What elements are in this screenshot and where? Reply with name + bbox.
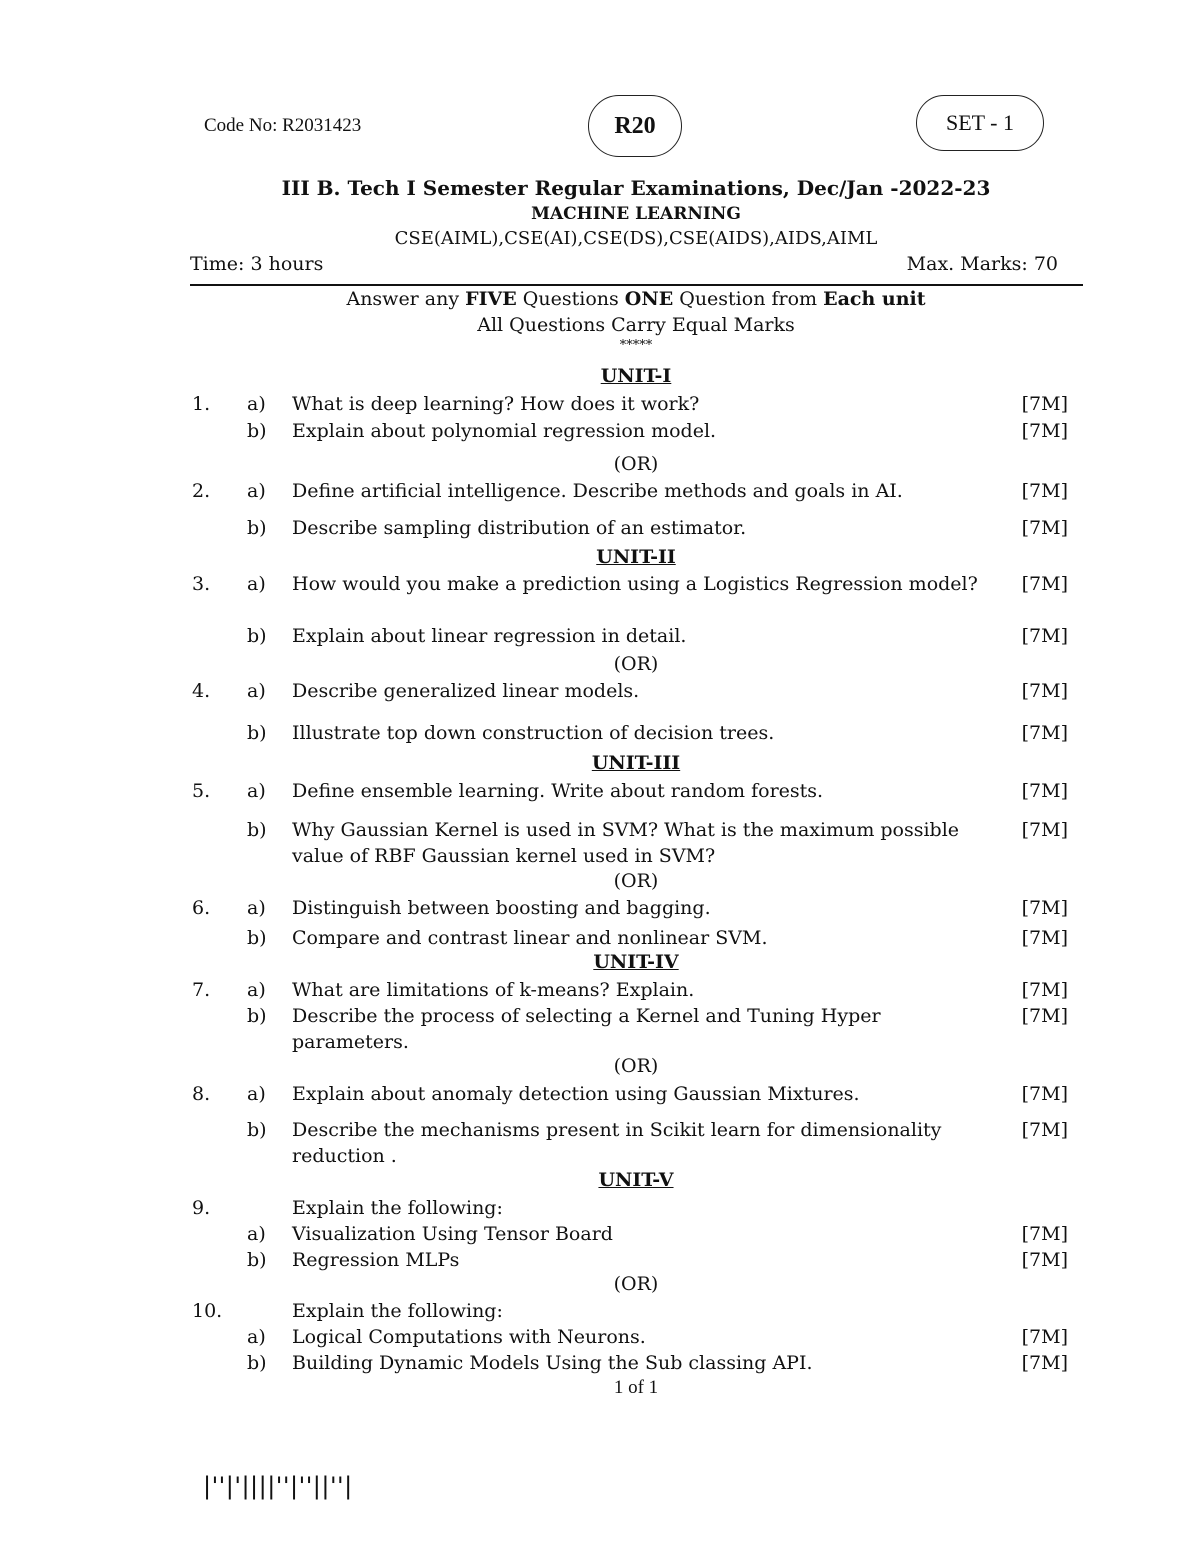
regulation-label: R20	[614, 112, 656, 139]
question-6b	[190, 925, 1070, 951]
time-label: Time: 3 hours	[190, 253, 324, 275]
question-10-stem	[190, 1298, 1070, 1324]
part-label: a)	[247, 1083, 266, 1105]
or-separator: (OR)	[613, 453, 659, 475]
question-text: Why Gaussian Kernel is used in SVM? What is the maximum possible value of RBF Gaussian kernel used in SVM?	[292, 819, 960, 867]
question-text: Visualization Using Tensor Board	[292, 1223, 613, 1245]
or-separator: (OR)	[613, 1055, 659, 1077]
question-text: Describe generalized linear models.	[292, 680, 640, 702]
question-7b	[190, 1003, 1070, 1055]
question-8a	[190, 1081, 1070, 1107]
question-number: 6.	[192, 897, 211, 919]
question-2a	[190, 478, 1070, 504]
marks-label: [7M]	[1021, 480, 1068, 502]
instructions-equal-marks: All Questions Carry Equal Marks	[477, 314, 795, 336]
question-9-stem	[190, 1195, 1070, 1221]
question-1a	[190, 391, 1070, 417]
question-number: 3.	[192, 573, 211, 595]
part-label: b)	[247, 625, 267, 647]
max-marks-label: Max. Marks: 70	[906, 253, 1058, 275]
question-text: Explain about polynomial regression model.	[292, 420, 717, 442]
question-4a	[190, 678, 1070, 704]
instr-bold-one: ONE	[624, 288, 674, 310]
part-label: a)	[247, 979, 266, 1001]
question-text: Explain about anomaly detection using Gaussian Mixtures.	[292, 1083, 860, 1105]
question-number: 5.	[192, 780, 211, 802]
question-5b	[190, 817, 1070, 869]
marks-label: [7M]	[1021, 420, 1068, 442]
question-8b	[190, 1117, 1070, 1169]
marks-label: [7M]	[1021, 979, 1068, 1001]
question-9a	[190, 1221, 1070, 1247]
part-label: b)	[247, 420, 267, 442]
instr-bold-each-unit: Each unit	[823, 288, 926, 310]
question-5a	[190, 778, 1070, 804]
part-label: a)	[247, 393, 266, 415]
marks-label: [7M]	[1021, 1119, 1068, 1141]
set-label: SET - 1	[945, 110, 1015, 135]
question-text: Explain the following:	[292, 1197, 503, 1219]
question-10b	[190, 1350, 1070, 1376]
part-label: b)	[247, 517, 267, 539]
unit-heading-1: UNIT-I	[600, 365, 672, 387]
question-6a	[190, 895, 1070, 921]
question-3b	[190, 623, 1070, 649]
regulation-badge	[588, 95, 682, 157]
question-1b	[190, 418, 1070, 444]
subject-title: MACHINE LEARNING	[531, 204, 741, 224]
question-10a	[190, 1324, 1070, 1350]
question-number: 9.	[192, 1197, 211, 1219]
part-label: b)	[247, 1249, 267, 1271]
instructions-line: Answer any FIVE Questions ONE Question from Each unit	[346, 288, 926, 310]
branches-line: CSE(AIML),CSE(AI),CSE(DS),CSE(AIDS),AIDS,AIML	[394, 228, 878, 249]
part-label: b)	[247, 819, 267, 841]
marks-label: [7M]	[1021, 1083, 1068, 1105]
question-text: Describe the process of selecting a Kernel and Tuning Hyper parameters.	[292, 1005, 881, 1053]
marks-label: [7M]	[1021, 680, 1068, 702]
question-number: 4.	[192, 680, 211, 702]
part-label: a)	[247, 573, 266, 595]
question-number: 2.	[192, 480, 211, 502]
question-text: Logical Computations with Neurons.	[292, 1326, 646, 1348]
part-label: a)	[247, 680, 266, 702]
set-badge	[916, 95, 1044, 151]
question-3a	[190, 571, 1070, 623]
question-text: What is deep learning? How does it work?	[292, 393, 700, 415]
marks-label: [7M]	[1021, 780, 1068, 802]
exam-title: III B. Tech I Semester Regular Examinations, Dec/Jan -2022-23	[281, 176, 991, 200]
question-4b	[190, 720, 1070, 746]
marks-label: [7M]	[1021, 1352, 1068, 1374]
marks-label: [7M]	[1021, 1249, 1068, 1271]
question-text: Explain about linear regression in detail.	[292, 625, 687, 647]
question-number: 10.	[192, 1300, 223, 1322]
code-number: Code No: R2031423	[204, 115, 362, 136]
part-label: b)	[247, 1119, 267, 1141]
part-label: a)	[247, 780, 266, 802]
question-number: 8.	[192, 1083, 211, 1105]
question-2b	[190, 515, 1070, 541]
question-text: Describe the mechanisms present in Scikit learn for dimensionality reduction .	[292, 1119, 942, 1167]
part-label: a)	[247, 480, 266, 502]
question-text: Explain the following:	[292, 1300, 503, 1322]
question-text: Describe sampling distribution of an estimator.	[292, 517, 747, 539]
marks-label: [7M]	[1021, 393, 1068, 415]
question-number: 1.	[192, 393, 211, 415]
question-text: Distinguish between boosting and bagging.	[292, 897, 711, 919]
stars-separator: *****	[619, 338, 653, 353]
part-label: a)	[247, 897, 266, 919]
marks-label: [7M]	[1021, 573, 1068, 595]
or-separator: (OR)	[613, 870, 659, 892]
marks-label: [7M]	[1021, 625, 1068, 647]
page-number: 1 of 1	[613, 1377, 659, 1398]
unit-heading-2: UNIT-II	[596, 546, 676, 568]
marks-label: [7M]	[1021, 1326, 1068, 1348]
barcode-text: |''|'||||''|''||''|	[203, 1472, 353, 1500]
marks-label: [7M]	[1021, 722, 1068, 744]
question-number: 7.	[192, 979, 211, 1001]
part-label: b)	[247, 1005, 267, 1027]
question-text: Define artificial intelligence. Describe methods and goals in AI.	[292, 480, 903, 502]
question-text: Illustrate top down construction of decision trees.	[292, 722, 775, 744]
question-text: Define ensemble learning. Write about random forests.	[292, 780, 824, 802]
part-label: a)	[247, 1326, 266, 1348]
question-text: What are limitations of k-means? Explain.	[292, 979, 695, 1001]
part-label: a)	[247, 1223, 266, 1245]
marks-label: [7M]	[1021, 1005, 1068, 1027]
header-divider	[190, 284, 1083, 286]
or-separator: (OR)	[613, 653, 659, 675]
unit-heading-5: UNIT-V	[598, 1169, 674, 1191]
part-label: b)	[247, 722, 267, 744]
question-7a	[190, 977, 1070, 1003]
part-label: b)	[247, 1352, 267, 1374]
question-text: How would you make a prediction using a Logistics Regression model?	[292, 573, 978, 595]
marks-label: [7M]	[1021, 1223, 1068, 1245]
or-separator: (OR)	[613, 1273, 659, 1295]
part-label: b)	[247, 927, 267, 949]
unit-heading-4: UNIT-IV	[593, 951, 679, 973]
unit-heading-3: UNIT-III	[591, 752, 681, 774]
question-9b	[190, 1247, 1070, 1273]
question-text: Regression MLPs	[292, 1249, 460, 1271]
marks-label: [7M]	[1021, 897, 1068, 919]
marks-label: [7M]	[1021, 517, 1068, 539]
marks-label: [7M]	[1021, 819, 1068, 841]
question-text: Building Dynamic Models Using the Sub classing API.	[292, 1352, 813, 1374]
instr-bold-five: FIVE	[465, 288, 517, 310]
question-text: Compare and contrast linear and nonlinear SVM.	[292, 927, 768, 949]
marks-label: [7M]	[1021, 927, 1068, 949]
